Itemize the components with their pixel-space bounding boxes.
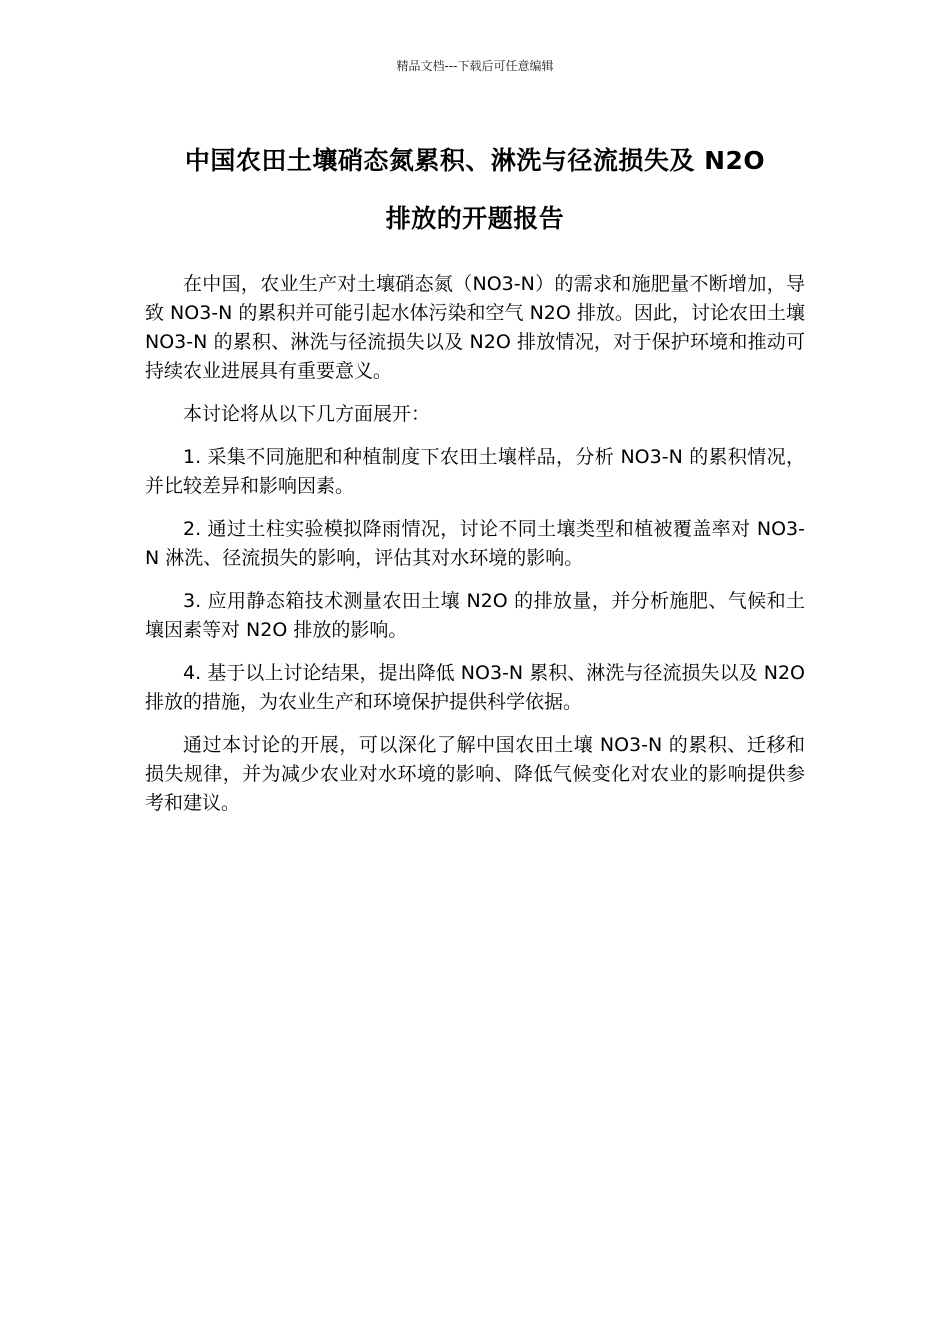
- page-header: 精品文档---下载后可任意编辑: [396, 59, 554, 73]
- document-title: [140, 132, 810, 248]
- title-line-1: 中国农田土壤硝态氮累积、淋洗与径流损失及 N2O: [184, 146, 766, 175]
- conclusion-paragraph: 通过本讨论的开展，可以深化了解中国农田土壤 NO3-N 的累积、迁移和损失规律，并为减少农业对水环境的影响、降低气候变化对农业的影响提供参考和建议。: [145, 734, 805, 814]
- intro-paragraph: 在中国，农业生产对土壤硝态氮（NO3-N）的需求和施肥量不断增加，导致 NO3-N 的累积并可能引起水体污染和空气 N2O 排放。因此，讨论农田土壤 NO3-N 的累积、淋洗与径流损失以及 N2O 排放情况，对于保护环境和推动可持续农业进展具有重要意义。: [145, 273, 805, 382]
- research-item-2: 2. 通过土柱实验模拟降雨情况，讨论不同土壤类型和植被覆盖率对 NO3-N 淋洗、径流损失的影响，评估其对水环境的影响。: [145, 518, 805, 569]
- research-item-1: 1. 采集不同施肥和种植制度下农田土壤样品，分析 NO3-N 的累积情况，并比较差异和影响因素。: [145, 446, 805, 497]
- research-item-3: 3. 应用静态箱技术测量农田土壤 N2O 的排放量，并分析施肥、气候和土壤因素等对 N2O 排放的影响。: [145, 590, 805, 641]
- outline-intro-paragraph: 本讨论将从以下几方面展开：: [183, 403, 431, 425]
- document-body: [145, 270, 805, 832]
- research-item-4: 4. 基于以上讨论结果，提出降低 NO3-N 累积、淋洗与径流损失以及 N2O 排放的措施，为农业生产和环境保护提供科学依据。: [145, 662, 805, 713]
- title-line-2: 排放的开题报告: [385, 204, 565, 233]
